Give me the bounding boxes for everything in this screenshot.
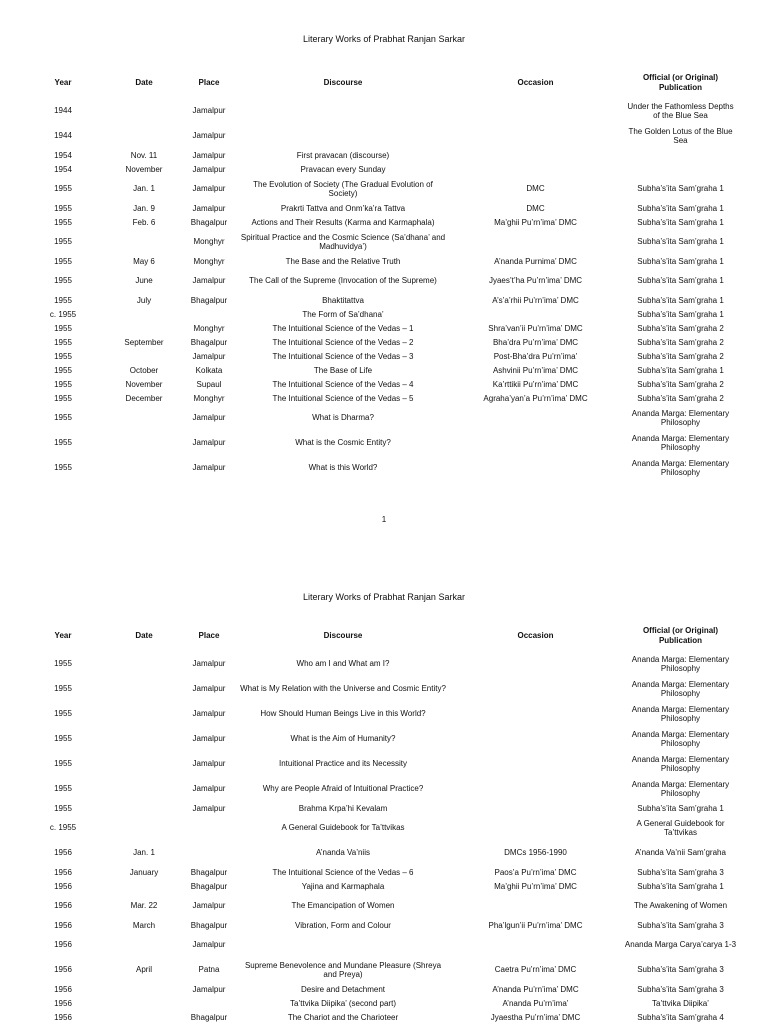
cell-publication: Subha’s’ita Sam’graha 2 <box>637 351 724 361</box>
cell-place: Supaul <box>196 379 222 389</box>
cell-occasion: Ma’ghii Pu’rn’ima’ DMC <box>494 881 577 891</box>
cell-year: 1956 <box>54 848 72 857</box>
column-header-year: Year <box>54 631 72 640</box>
cell-year: 1955 <box>54 803 72 813</box>
cell-publication: Subha’s’ita Sam’graha 3 <box>637 965 724 974</box>
cell-year: 1944 <box>54 106 72 115</box>
cell-year: 1956 <box>54 920 72 930</box>
cell-year: 1955 <box>54 295 72 305</box>
cell-year: 1955 <box>54 463 72 472</box>
cell-occasion: Caetra Pu’rn’ima’ DMC <box>494 965 577 974</box>
cell-occasion <box>448 776 623 801</box>
cell-occasion <box>448 893 623 918</box>
cell-occasion: Agraha’yan’a Pu’rn’ima’ DMC <box>483 393 588 403</box>
cell-place: Bhagalpur <box>190 217 228 227</box>
table-row <box>18 349 738 363</box>
cell-discourse: Prakrti Tattva and Onm’ka’ra Tattva <box>280 203 406 213</box>
cell-discourse: The Intuitional Science of the Vedas – 2 <box>272 337 414 347</box>
table-row <box>18 726 738 751</box>
cell-place: Jamalpur <box>192 351 226 361</box>
cell-publication: Subha’s’ita Sam’graha 3 <box>637 867 724 877</box>
column-header-publication: Official (or Original) Publication <box>642 73 719 92</box>
cell-discourse: Why are People Afraid of Intuitional Practice? <box>262 784 424 793</box>
cell-occasion <box>448 726 623 751</box>
cell-place: Jamalpur <box>192 131 226 140</box>
table-row <box>18 123 738 148</box>
cell-discourse: What is Dharma? <box>312 413 374 422</box>
cell-discourse: Who am I and What am I? <box>296 659 390 668</box>
cell-discourse <box>238 123 448 148</box>
cell-date <box>108 996 180 1010</box>
cell-date: June <box>135 276 153 285</box>
cell-publication: A General Guidebook for Ta’ttvikas <box>636 818 725 837</box>
cell-date <box>108 776 180 801</box>
cell-place <box>180 307 238 321</box>
cell-discourse: What is this World? <box>308 463 378 472</box>
table-row <box>18 335 738 349</box>
cell-occasion: Pha’lgun’ii Pu’rn’ima’ DMC <box>488 920 583 930</box>
cell-publication: Ananda Marga: Elementary Philosophy <box>631 408 730 427</box>
column-header-place: Place <box>198 631 220 640</box>
cell-publication: Subha’s’ita Sam’graha 1 <box>637 295 724 305</box>
cell-occasion: DMC <box>526 184 545 193</box>
page-title: Literary Works of Prabhat Ranjan Sarkar <box>303 34 465 44</box>
cell-discourse: Desire and Detachment <box>300 984 386 994</box>
cell-year: 1955 <box>54 256 72 266</box>
cell-publication: The Golden Lotus of the Blue Sea <box>628 126 733 145</box>
cell-year: 1956 <box>54 984 72 994</box>
cell-place: Jamalpur <box>192 901 226 910</box>
cell-occasion <box>448 751 623 776</box>
cell-discourse: What is the Aim of Humanity? <box>290 734 396 743</box>
cell-discourse: The Base of Life <box>313 365 373 375</box>
cell-place: Jamalpur <box>192 940 226 949</box>
cell-date: December <box>125 393 163 403</box>
cell-date: October <box>129 365 159 375</box>
cell-place: Bhagalpur <box>190 337 228 347</box>
cell-place: Bhagalpur <box>190 920 228 930</box>
cell-year: 1944 <box>54 131 72 140</box>
column-header-year: Year <box>54 78 72 87</box>
cell-occasion: DMC <box>526 203 545 213</box>
table-row <box>18 801 738 815</box>
cell-place: Jamalpur <box>192 709 226 718</box>
cell-occasion <box>448 123 623 148</box>
table-row <box>18 651 738 676</box>
cell-place: Jamalpur <box>192 276 226 285</box>
table-row <box>18 1010 738 1024</box>
cell-date <box>108 676 180 701</box>
cell-discourse: The Intuitional Science of the Vedas – 4 <box>272 379 414 389</box>
document-page-2 <box>0 591 768 1024</box>
cell-place: Jamalpur <box>192 164 226 174</box>
table-row <box>18 229 738 254</box>
cell-place: Jamalpur <box>192 734 226 743</box>
table-row <box>18 201 738 215</box>
cell-date: May 6 <box>133 256 155 266</box>
cell-year: 1956 <box>54 940 72 949</box>
cell-occasion <box>448 148 623 162</box>
cell-discourse: A’nanda Va’niis <box>316 848 370 857</box>
table-row <box>18 391 738 405</box>
table-row <box>18 982 738 996</box>
table-row <box>18 701 738 726</box>
page-break <box>0 525 768 591</box>
cell-publication: Under the Fathomless Depths of the Blue Sea <box>627 101 734 120</box>
cell-publication: A’nanda Va’nii Sam’graha <box>635 848 726 857</box>
cell-date: January <box>129 867 159 877</box>
cell-publication: Subha’s’ita Sam’graha 2 <box>637 393 724 403</box>
table-row <box>18 307 738 321</box>
table-row <box>18 430 738 455</box>
cell-date <box>108 405 180 430</box>
cell-occasion <box>448 651 623 676</box>
cell-occasion <box>448 307 623 321</box>
cell-year: 1955 <box>54 659 72 668</box>
cell-publication: Ananda Marga: Elementary Philosophy <box>631 433 730 452</box>
cell-place: Bhagalpur <box>190 1012 228 1022</box>
cell-publication: Ananda Marga: Elementary Philosophy <box>631 729 730 748</box>
cell-occasion <box>448 815 623 840</box>
cell-year: 1955 <box>54 379 72 389</box>
cell-publication: Ananda Marga: Elementary Philosophy <box>631 754 730 773</box>
cell-date <box>108 229 180 254</box>
cell-place: Jamalpur <box>192 203 226 213</box>
cell-publication: Subha’s’ita Sam’graha 1 <box>637 217 724 227</box>
table-row <box>18 377 738 391</box>
cell-place <box>180 815 238 840</box>
cell-occasion: Paos’a Pu’rn’ima’ DMC <box>494 867 577 877</box>
cell-discourse: The Form of Sa’dhana’ <box>302 309 384 319</box>
table-row <box>18 932 738 957</box>
cell-date <box>108 751 180 776</box>
cell-year: 1955 <box>54 323 72 333</box>
table-row <box>18 293 738 307</box>
cell-occasion <box>448 932 623 957</box>
cell-occasion: Bha’dra Pu’rn’ima’ DMC <box>492 337 579 347</box>
cell-publication: The Awakening of Women <box>633 901 728 910</box>
cell-publication <box>623 162 738 176</box>
column-header-occasion: Occasion <box>517 78 554 87</box>
cell-date <box>108 701 180 726</box>
column-header-place: Place <box>198 78 220 87</box>
cell-occasion <box>448 405 623 430</box>
cell-discourse: Brahma Krpa’hi Kevalam <box>298 803 388 813</box>
cell-place: Patna <box>198 965 220 974</box>
cell-year: 1955 <box>54 237 72 246</box>
table-row <box>18 957 738 982</box>
cell-occasion: A’nanda Pu’rn’ima’ DMC <box>492 984 579 994</box>
column-header-discourse: Discourse <box>323 78 363 87</box>
cell-date <box>108 801 180 815</box>
cell-occasion <box>448 98 623 123</box>
cell-year: 1955 <box>54 413 72 422</box>
cell-year: 1955 <box>54 337 72 347</box>
cell-place: Bhagalpur <box>190 295 228 305</box>
cell-occasion: A’nanda Purnima’ DMC <box>494 256 577 266</box>
table-row <box>18 254 738 268</box>
cell-year: 1955 <box>54 784 72 793</box>
cell-place: Monghyr <box>193 393 225 403</box>
cell-place: Bhagalpur <box>190 881 228 891</box>
cell-publication: Subha’s’ita Sam’graha 1 <box>637 276 724 285</box>
table-row <box>18 996 738 1010</box>
cell-place: Jamalpur <box>192 759 226 768</box>
table-row <box>18 918 738 932</box>
cell-publication: Ananda Marga: Elementary Philosophy <box>631 458 730 477</box>
cell-year: 1955 <box>54 365 72 375</box>
cell-publication: Ta’ttvika Diipika’ <box>652 998 709 1008</box>
cell-place <box>180 840 238 865</box>
cell-occasion: Ashvinii Pu’rn’ima’ DMC <box>492 365 579 375</box>
cell-year: c. 1955 <box>49 309 77 319</box>
cell-occasion: Post-Bha’dra Pu’rn’ima’ <box>493 351 578 361</box>
cell-publication: Ananda Marga: Elementary Philosophy <box>631 779 730 798</box>
cell-discourse: The Evolution of Society (The Gradual Evolution of Society) <box>253 179 433 198</box>
cell-year: 1956 <box>54 998 72 1008</box>
cell-year: c. 1955 <box>49 823 77 832</box>
table-row <box>18 148 738 162</box>
cell-place: Jamalpur <box>192 150 226 160</box>
cell-date: Feb. 6 <box>132 217 156 227</box>
cell-place: Jamalpur <box>192 438 226 447</box>
cell-date <box>108 321 180 335</box>
cell-occasion <box>448 162 623 176</box>
cell-year: 1955 <box>54 393 72 403</box>
cell-discourse: The Intuitional Science of the Vedas – 5 <box>272 393 414 403</box>
cell-publication: Subha’s’ita Sam’graha 1 <box>637 309 724 319</box>
cell-publication: Subha’s’ita Sam’graha 1 <box>637 184 724 193</box>
table-row <box>18 879 738 893</box>
cell-place: Jamalpur <box>192 659 226 668</box>
cell-date: November <box>125 379 163 389</box>
cell-date <box>108 430 180 455</box>
cell-year: 1955 <box>54 203 72 213</box>
cell-year: 1956 <box>54 867 72 877</box>
table-row <box>18 776 738 801</box>
cell-date <box>108 651 180 676</box>
cell-date: Jan. 1 <box>133 848 155 857</box>
table-row <box>18 751 738 776</box>
cell-discourse: Pravacan every Sunday <box>300 164 386 174</box>
cell-year: 1956 <box>54 1012 72 1022</box>
cell-discourse <box>238 932 448 957</box>
cell-occasion <box>448 801 623 815</box>
cell-occasion: A’nanda Pu’rn’ima’ <box>502 998 569 1008</box>
cell-occasion: Jyaes’t’ha Pu’rn’ima’ DMC <box>488 276 583 285</box>
cell-discourse: The Intuitional Science of the Vedas – 6 <box>272 867 414 877</box>
cell-publication: Subha’s’ita Sam’graha 1 <box>637 237 724 246</box>
cell-publication: Subha’s’ita Sam’graha 3 <box>637 984 724 994</box>
table-row <box>18 405 738 430</box>
cell-date <box>108 815 180 840</box>
cell-discourse <box>238 98 448 123</box>
cell-year: 1955 <box>54 759 72 768</box>
table-row <box>18 162 738 176</box>
cell-discourse: Ta’ttvika Diipika’ (second part) <box>290 998 396 1008</box>
cell-place: Monghyr <box>193 323 225 333</box>
cell-year: 1955 <box>54 351 72 361</box>
cell-year: 1955 <box>54 438 72 447</box>
cell-year: 1955 <box>54 184 72 193</box>
cell-year: 1955 <box>54 734 72 743</box>
cell-publication: Subha’s’ita Sam’graha 2 <box>637 337 724 347</box>
cell-publication: Subha’s’ita Sam’graha 1 <box>637 803 724 813</box>
cell-occasion <box>448 430 623 455</box>
cell-year: 1955 <box>54 276 72 285</box>
cell-occasion: A’s’a’rhii Pu’rn’ima’ DMC <box>492 295 579 305</box>
cell-discourse: Spiritual Practice and the Cosmic Science (Sa’dhana’ and Madhuvidya’) <box>240 232 446 251</box>
cell-discourse: The Intuitional Science of the Vedas – 3 <box>272 351 414 361</box>
cell-occasion <box>448 229 623 254</box>
cell-place: Jamalpur <box>192 463 226 472</box>
cell-place: Jamalpur <box>192 984 226 994</box>
cell-date: Jan. 9 <box>133 203 155 213</box>
cell-date: Nov. 11 <box>130 150 158 160</box>
cell-occasion <box>448 701 623 726</box>
cell-year: 1954 <box>54 150 72 160</box>
cell-date <box>108 1010 180 1024</box>
page-title: Literary Works of Prabhat Ranjan Sarkar <box>303 592 465 602</box>
column-header-date: Date <box>135 631 153 640</box>
cell-publication: Subha’s’ita Sam’graha 2 <box>637 379 724 389</box>
cell-discourse: Bhaktitattva <box>322 295 364 305</box>
cell-discourse: Yajina and Karmaphala <box>301 881 385 891</box>
cell-date: July <box>136 295 152 305</box>
cell-date <box>108 98 180 123</box>
cell-occasion <box>448 455 623 480</box>
cell-discourse: The Base and the Relative Truth <box>285 256 401 266</box>
cell-occasion: Jyaestha Pu’rn’ima’ DMC <box>490 1012 581 1022</box>
works-table <box>18 68 738 480</box>
cell-date <box>108 455 180 480</box>
cell-place: Bhagalpur <box>190 867 228 877</box>
cell-place: Jamalpur <box>192 684 226 693</box>
table-header-row <box>18 621 738 651</box>
cell-year: 1955 <box>54 684 72 693</box>
cell-year: 1956 <box>54 901 72 910</box>
cell-date <box>108 123 180 148</box>
cell-publication: Subha’s’ita Sam’graha 1 <box>637 203 724 213</box>
table-row <box>18 321 738 335</box>
table-row <box>18 676 738 701</box>
cell-place: Jamalpur <box>192 803 226 813</box>
table-header-row <box>18 68 738 98</box>
table-row <box>18 215 738 229</box>
cell-place: Kolkata <box>195 365 223 375</box>
cell-discourse: The Call of the Supreme (Invocation of the Supreme) <box>249 276 437 285</box>
cell-date <box>108 307 180 321</box>
cell-discourse: What is My Relation with the Universe and Cosmic Entity? <box>240 684 446 693</box>
table-row <box>18 865 738 879</box>
cell-occasion: DMCs 1956-1990 <box>504 848 567 857</box>
cell-date <box>108 726 180 751</box>
cell-publication: Subha’s’ita Sam’graha 1 <box>637 881 724 891</box>
cell-discourse: Vibration, Form and Colour <box>295 920 391 930</box>
cell-discourse: Actions and Their Results (Karma and Karmaphala) <box>251 217 435 227</box>
cell-publication: Subha’s’ita Sam’graha 4 <box>637 1012 724 1022</box>
cell-place: Monghyr <box>193 237 225 246</box>
cell-year: 1954 <box>54 164 72 174</box>
cell-place: Jamalpur <box>192 413 226 422</box>
cell-place: Jamalpur <box>192 106 226 115</box>
cell-date: November <box>125 164 163 174</box>
cell-year: 1955 <box>54 217 72 227</box>
cell-place <box>180 996 238 1010</box>
cell-date <box>108 879 180 893</box>
cell-date <box>108 932 180 957</box>
cell-date: Jan. 1 <box>133 184 155 193</box>
cell-publication: Subha’s’ita Sam’graha 1 <box>637 256 724 266</box>
column-header-discourse: Discourse <box>323 631 363 640</box>
cell-occasion: Ma’ghii Pu’rn’ima’ DMC <box>494 217 577 227</box>
cell-publication: Subha’s’ita Sam’graha 3 <box>637 920 724 930</box>
table-row <box>18 176 738 201</box>
cell-date <box>108 349 180 363</box>
cell-discourse: Intuitional Practice and its Necessity <box>278 759 408 768</box>
cell-publication: Subha’s’ita Sam’graha 1 <box>637 365 724 375</box>
column-header-occasion: Occasion <box>517 631 554 640</box>
cell-place: Jamalpur <box>192 184 226 193</box>
cell-place: Jamalpur <box>192 784 226 793</box>
cell-discourse: First pravacan (discourse) <box>296 150 390 160</box>
table-row <box>18 363 738 377</box>
cell-date: Mar. 22 <box>130 901 158 910</box>
cell-occasion: Ka’rttikii Pu’rn’ima’ DMC <box>492 379 579 389</box>
table-row <box>18 98 738 123</box>
cell-date <box>108 982 180 996</box>
works-table <box>18 621 738 1024</box>
table-row <box>18 840 738 865</box>
cell-publication: Ananda Marga: Elementary Philosophy <box>631 704 730 723</box>
cell-discourse: Supreme Benevolence and Mundane Pleasure (Shreya and Preya) <box>244 960 442 979</box>
cell-date: March <box>132 920 156 930</box>
cell-publication: Subha’s’ita Sam’graha 2 <box>637 323 724 333</box>
cell-publication: Ananda Marga: Elementary Philosophy <box>631 654 730 673</box>
cell-publication: Ananda Marga: Elementary Philosophy <box>631 679 730 698</box>
table-row <box>18 893 738 918</box>
cell-occasion <box>448 676 623 701</box>
cell-discourse: The Emancipation of Women <box>291 901 395 910</box>
cell-discourse: What is the Cosmic Entity? <box>295 438 391 447</box>
cell-year: 1956 <box>54 881 72 891</box>
column-header-date: Date <box>135 78 153 87</box>
page-number: 1 <box>381 515 387 524</box>
cell-publication <box>623 148 738 162</box>
cell-place: Monghyr <box>193 256 225 266</box>
cell-discourse: The Chariot and the Charioteer <box>287 1012 399 1022</box>
cell-date: April <box>135 965 152 974</box>
table-row <box>18 268 738 293</box>
cell-date: September <box>124 337 164 347</box>
cell-discourse: The Intuitional Science of the Vedas – 1 <box>272 323 414 333</box>
table-row <box>18 815 738 840</box>
cell-discourse: How Should Human Beings Live in this World? <box>260 709 426 718</box>
column-header-publication: Official (or Original) Publication <box>642 626 719 645</box>
cell-year: 1955 <box>54 709 72 718</box>
cell-publication: Ananda Marga Carya’carya 1-3 <box>624 940 737 949</box>
cell-year: 1956 <box>54 965 72 974</box>
table-row <box>18 455 738 480</box>
cell-discourse: A General Guidebook for Ta’ttvikas <box>281 823 405 832</box>
cell-occasion: Shra’van’ii Pu’rn’ima’ DMC <box>488 323 583 333</box>
